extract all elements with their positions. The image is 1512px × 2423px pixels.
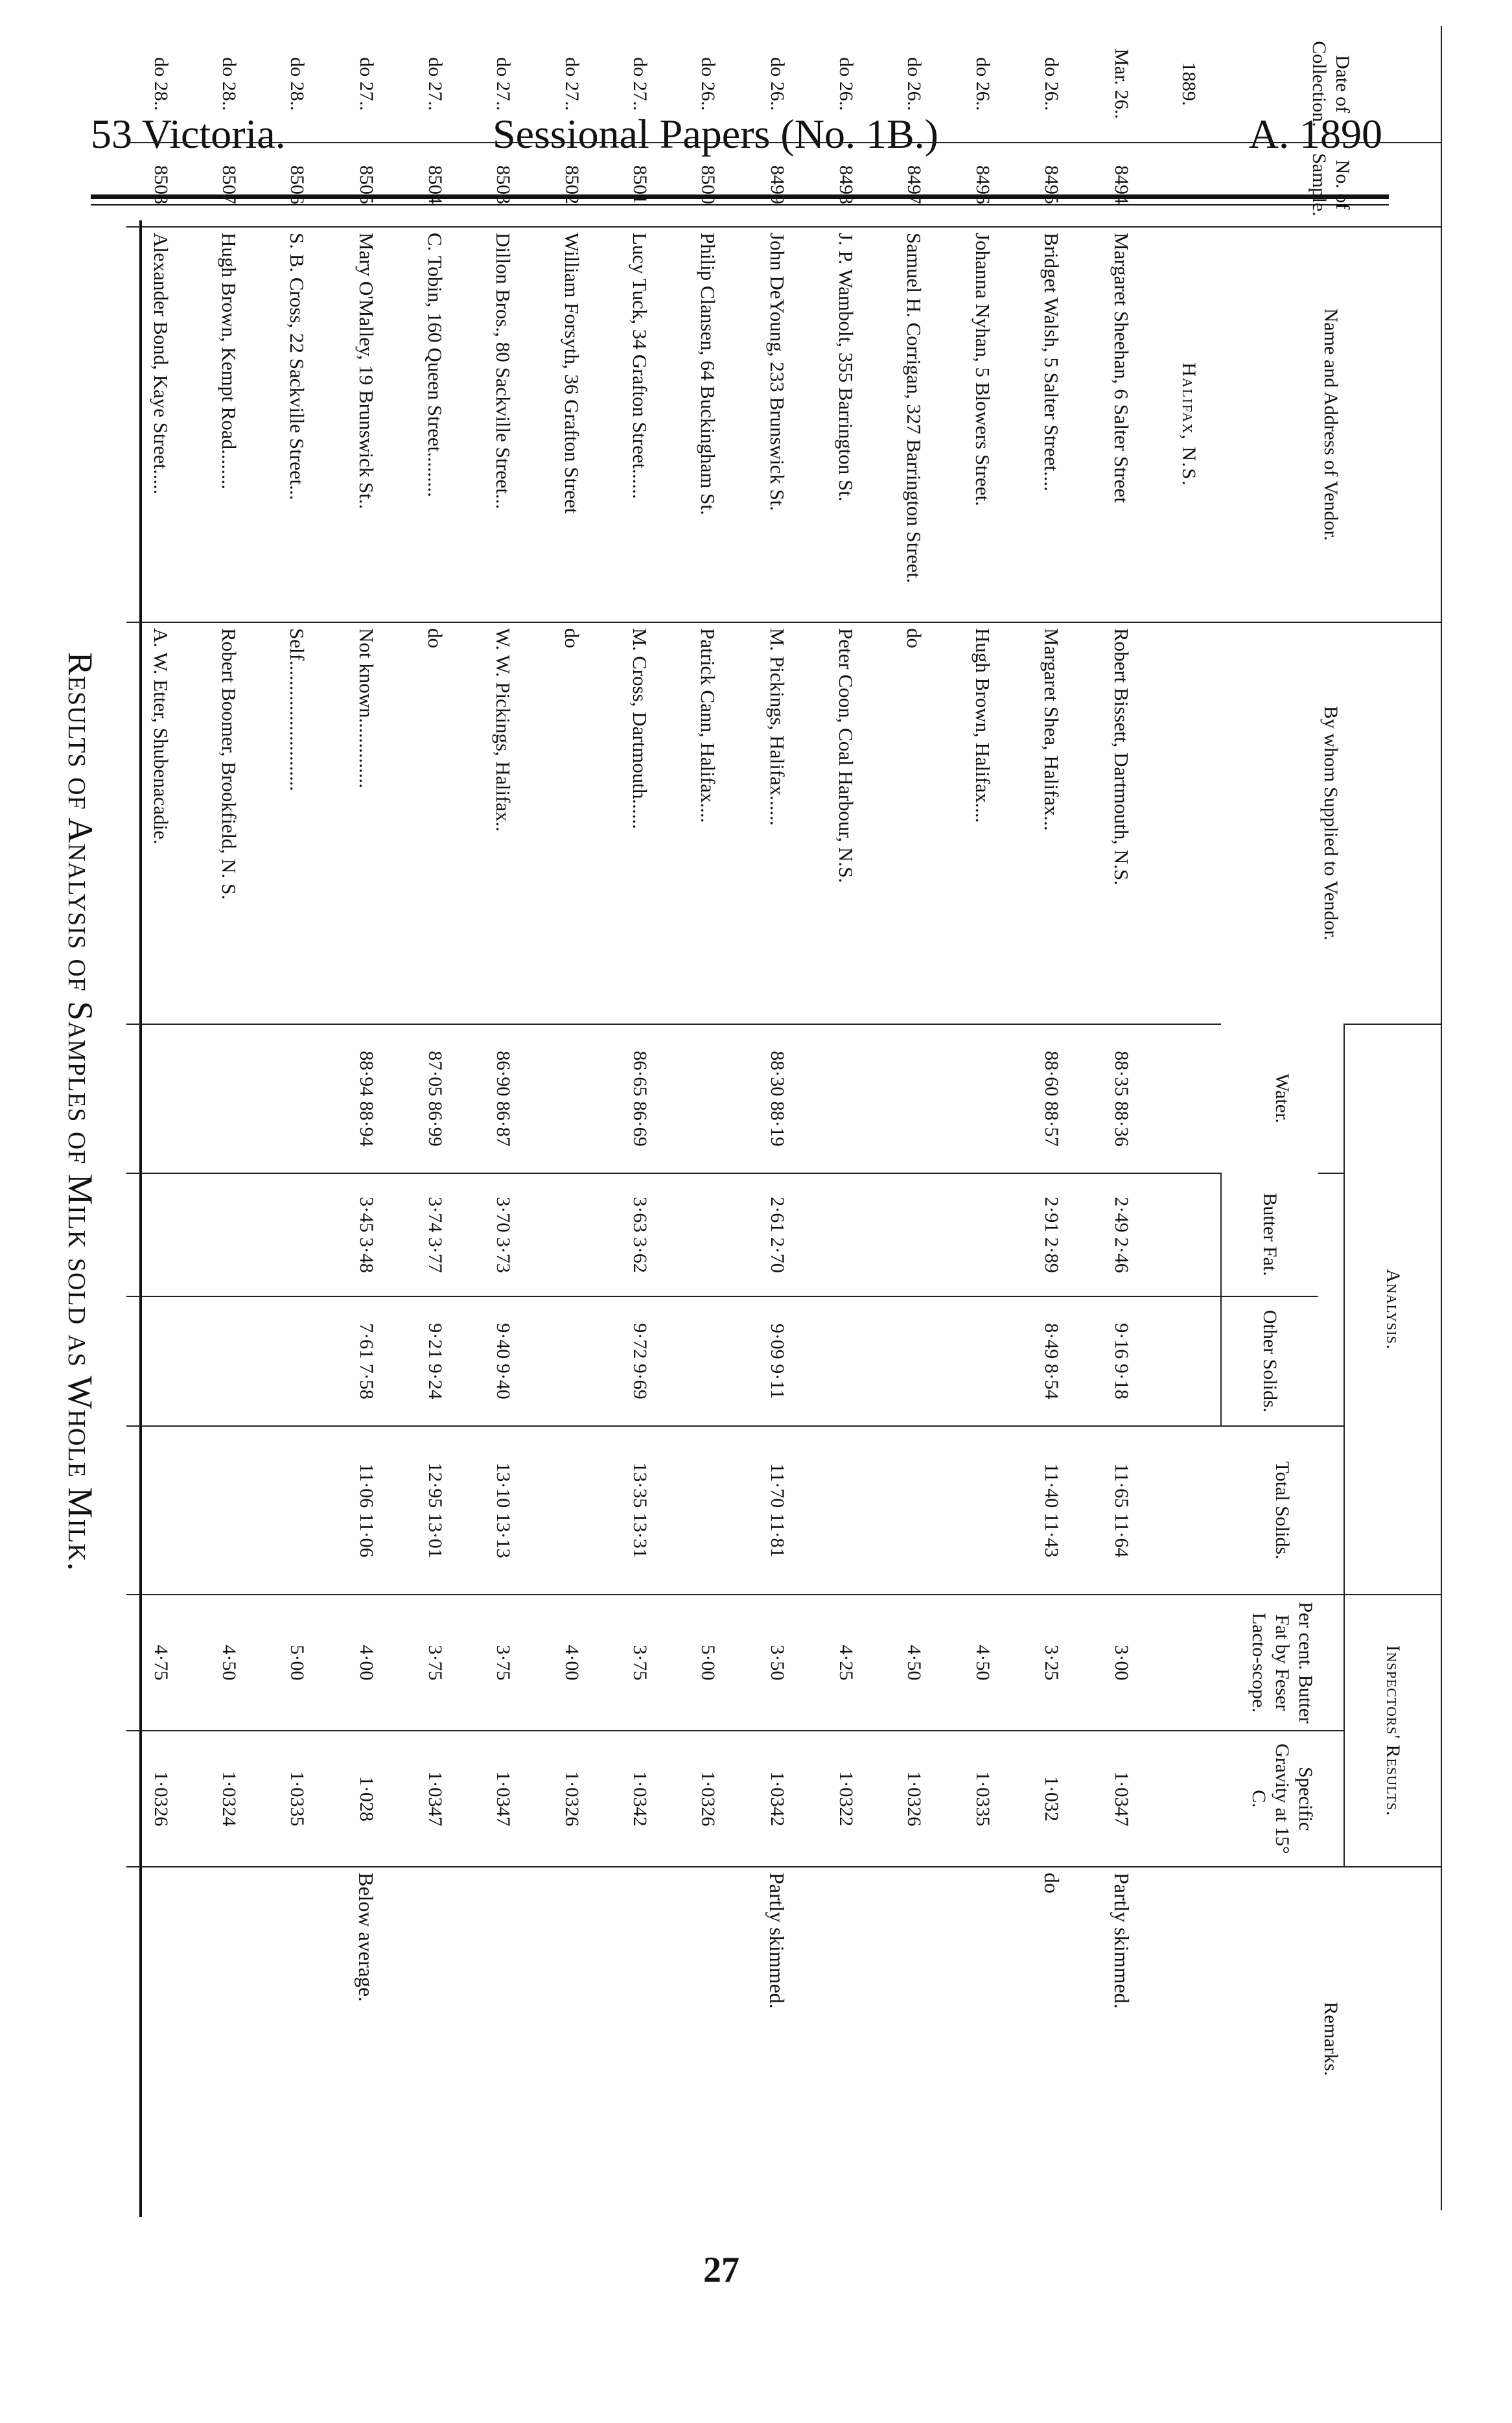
remarks-cell: [674, 1867, 742, 2210]
page-number: 27: [703, 2250, 739, 2290]
butter-fat-cell: 3·63 3·62: [605, 1173, 673, 1296]
water-cell: [126, 1024, 194, 1173]
butter-fat-cell: [880, 1173, 948, 1296]
other-solids-cell: [194, 1296, 262, 1426]
vendor-cell: Lucy Tuck, 34 Grafton Street......: [605, 227, 673, 622]
butter-fat-cell: 2·49 2·46: [1086, 1173, 1156, 1296]
total-solids-cell: [194, 1426, 262, 1595]
col-analysis: Analysis.: [1344, 1024, 1441, 1595]
per-cent-fat-cell: 4·75: [126, 1595, 194, 1731]
city-heading: Halifax, N.S.: [1156, 227, 1221, 622]
vendor-cell: Hugh Brown, Kempt Road........: [194, 227, 262, 622]
sample-no-cell: 8501: [605, 143, 673, 227]
vendor-cell: Mary O'Malley, 19 Brunswick St..: [331, 227, 401, 622]
water-cell: [194, 1024, 262, 1173]
per-cent-fat-cell: 4·50: [194, 1595, 262, 1731]
total-solids-cell: [880, 1426, 948, 1595]
vendor-cell: Alexander Bond, Kaye Street.....: [126, 227, 194, 622]
other-solids-cell: [126, 1296, 194, 1426]
sample-no-cell: 8494: [1086, 143, 1156, 227]
remarks-cell: [605, 1867, 673, 2210]
total-solids-cell: 11·06 11·06: [331, 1426, 401, 1595]
other-solids-cell: [537, 1296, 605, 1426]
sample-no-cell: 8507: [194, 143, 262, 227]
total-solids-cell: [126, 1426, 194, 1595]
gravity-cell: 1·0326: [126, 1731, 194, 1867]
sample-no-cell: 8496: [948, 143, 1016, 227]
per-cent-fat-cell: 4·00: [537, 1595, 605, 1731]
water-cell: [674, 1024, 742, 1173]
supplier-cell: M. Pickings, Halifax......: [742, 622, 812, 1024]
remarks-cell: [812, 1867, 880, 2210]
gravity-cell: 1·0335: [263, 1731, 331, 1867]
other-solids-cell: 9·09 9·11: [742, 1296, 812, 1426]
per-cent-fat-cell: 3·75: [469, 1595, 537, 1731]
butter-fat-cell: 3·45 3·48: [331, 1173, 401, 1296]
gravity-cell: 1·028: [331, 1731, 401, 1867]
col-inspectors: Inspectors' Results.: [1344, 1595, 1441, 1867]
per-cent-fat-cell: 4·50: [880, 1595, 948, 1731]
gravity-cell: 1·0342: [742, 1731, 812, 1867]
other-solids-cell: 9·72 9·69: [605, 1296, 673, 1426]
other-solids-cell: [948, 1296, 1016, 1426]
total-solids-cell: 11·70 11·81: [742, 1426, 812, 1595]
milk-analysis-table: [126, 26, 1442, 2210]
table-row: [605, 26, 673, 2210]
vendor-cell: Philip Clansen, 64 Buckingham St.: [674, 227, 742, 622]
gravity-cell: 1·0347: [1086, 1731, 1156, 1867]
per-cent-fat-cell: 4·50: [948, 1595, 1016, 1731]
per-cent-fat-cell: 3·50: [742, 1595, 812, 1731]
table-row: [194, 26, 262, 2210]
per-cent-fat-cell: 3·25: [1016, 1595, 1086, 1731]
date-cell: do 26..: [971, 57, 994, 111]
sample-no-cell: 8499: [742, 143, 812, 227]
vendor-cell: Johanna Nyhan, 5 Blowers Street.: [948, 227, 1016, 622]
supplier-cell: Margaret Shea, Halifax...: [1016, 622, 1086, 1024]
sample-no-cell: 8498: [812, 143, 880, 227]
date-cell: do 28..: [150, 57, 172, 111]
date-cell: Mar. 26..: [1111, 49, 1133, 119]
per-cent-fat-cell: 3·75: [401, 1595, 469, 1731]
remarks-cell: Partly skimmed.: [1086, 1867, 1156, 2210]
table-row: [674, 26, 742, 2210]
gravity-cell: 1·0326: [537, 1731, 605, 1867]
gravity-cell: 1·0335: [948, 1731, 1016, 1867]
supplier-cell: do: [537, 622, 605, 1024]
sample-no-cell: 8500: [674, 143, 742, 227]
butter-fat-cell: [674, 1173, 742, 1296]
butter-fat-cell: [194, 1173, 262, 1296]
butter-fat-cell: 3·70 3·73: [469, 1173, 537, 1296]
table-row: [401, 26, 469, 2210]
table-row: [948, 26, 1016, 2210]
col-total-solids: Total Solids.: [1221, 1426, 1344, 1595]
water-cell: [812, 1024, 880, 1173]
other-solids-cell: 7·61 7·58: [331, 1296, 401, 1426]
vendor-cell: John DeYoung, 233 Brunswick St.: [742, 227, 812, 622]
supplier-cell: A. W. Etter, Shubenacadie.: [126, 622, 194, 1024]
date-cell: do 26..: [1041, 57, 1063, 111]
gravity-cell: 1·0322: [812, 1731, 880, 1867]
per-cent-fat-cell: 3·00: [1086, 1595, 1156, 1731]
total-solids-cell: [263, 1426, 331, 1595]
total-solids-cell: 11·40 11·43: [1016, 1426, 1086, 1595]
supplier-cell: Robert Bissett, Dartmouth, N.S.: [1086, 622, 1156, 1024]
gravity-cell: 1·0342: [605, 1731, 673, 1867]
water-cell: 88·35 88·36: [1086, 1024, 1156, 1173]
other-solids-cell: [674, 1296, 742, 1426]
water-cell: 86·90 86·87: [469, 1024, 537, 1173]
date-cell: do 28..: [218, 57, 240, 111]
water-cell: 87·05 86·99: [401, 1024, 469, 1173]
remarks-cell: [880, 1867, 948, 2210]
gravity-cell: 1·0324: [194, 1731, 262, 1867]
table-row: [537, 26, 605, 2210]
butter-fat-cell: 2·91 2·89: [1016, 1173, 1086, 1296]
supplier-cell: W. W. Pickings, Halifax..: [469, 622, 537, 1024]
butter-fat-cell: 3·74 3·77: [401, 1173, 469, 1296]
col-gravity: Specific Gravity at 15° C.: [1221, 1731, 1344, 1867]
water-cell: [537, 1024, 605, 1173]
date-cell: do 26..: [697, 57, 719, 111]
supplier-cell: Peter Coon, Coal Harbour, N.S.: [812, 622, 880, 1024]
total-solids-cell: 11·65 11·64: [1086, 1426, 1156, 1595]
water-cell: [263, 1024, 331, 1173]
other-solids-cell: [812, 1296, 880, 1426]
other-solids-cell: 9·21 9·24: [401, 1296, 469, 1426]
vendor-cell: Margaret Sheehan, 6 Salter Street: [1086, 227, 1156, 622]
col-butter-fat: Butter Fat.: [1221, 1173, 1318, 1296]
gravity-cell: 1·0326: [880, 1731, 948, 1867]
supplier-cell: do: [880, 622, 948, 1024]
sample-no-cell: 8497: [880, 143, 948, 227]
remarks-cell: Partly skimmed.: [742, 1867, 812, 2210]
remarks-cell: [537, 1867, 605, 2210]
butter-fat-cell: [537, 1173, 605, 1296]
table-row: [742, 26, 812, 2210]
table-row: [812, 26, 880, 2210]
year-city-row: [1156, 26, 1221, 2210]
sample-no-cell: 8504: [401, 143, 469, 227]
gravity-cell: 1·0347: [401, 1731, 469, 1867]
date-cell: do 27..: [493, 57, 515, 111]
table-row: [263, 26, 331, 2210]
date-cell: do 26..: [903, 57, 925, 111]
water-cell: [948, 1024, 1016, 1173]
col-no: No. of Sample.: [1221, 143, 1441, 227]
table-row: [1016, 26, 1086, 2210]
remarks-cell: [194, 1867, 262, 2210]
total-solids-cell: 12·95 13·01: [401, 1426, 469, 1595]
supplier-cell: do: [401, 622, 469, 1024]
remarks-cell: do: [1016, 1867, 1086, 2210]
date-cell: do 26..: [835, 57, 857, 111]
remarks-cell: [401, 1867, 469, 2210]
gravity-cell: 1·0326: [674, 1731, 742, 1867]
supplier-cell: M. Cross, Dartmouth......: [605, 622, 673, 1024]
remarks-cell: [263, 1867, 331, 2210]
sample-no-cell: 8503: [469, 143, 537, 227]
gravity-cell: 1·032: [1016, 1731, 1086, 1867]
per-cent-fat-cell: 3·75: [605, 1595, 673, 1731]
supplier-cell: Robert Boomer, Brookfield, N. S.: [194, 622, 262, 1024]
other-solids-cell: [880, 1296, 948, 1426]
vendor-cell: J. P. Wambolt, 355 Barrington St.: [812, 227, 880, 622]
date-cell: do 26..: [766, 57, 788, 111]
col-other-solids: Other Solids.: [1221, 1296, 1318, 1426]
table-row: [469, 26, 537, 2210]
vendor-cell: C. Tobin, 160 Queen Street.........: [401, 227, 469, 622]
water-cell: 86·65 86·69: [605, 1024, 673, 1173]
table-row: [331, 26, 401, 2210]
total-solids-cell: [674, 1426, 742, 1595]
remarks-cell: [126, 1867, 194, 2210]
butter-fat-cell: [812, 1173, 880, 1296]
sample-no-cell: 8495: [1016, 143, 1086, 227]
date-cell: do 27..: [629, 57, 651, 111]
water-cell: [880, 1024, 948, 1173]
total-solids-cell: [812, 1426, 880, 1595]
col-per-cent: Per cent. Butter Fat by Feser Lacto-scope.: [1221, 1595, 1344, 1731]
total-solids-cell: 13·10 13·13: [469, 1426, 537, 1595]
supplier-cell: Self..........................: [263, 622, 331, 1024]
water-cell: 88·94 88·94: [331, 1024, 401, 1173]
vendor-cell: Bridget Walsh, 5 Salter Street....: [1016, 227, 1086, 622]
total-solids-cell: 13·35 13·31: [605, 1426, 673, 1595]
water-cell: 88·30 88·19: [742, 1024, 812, 1173]
remarks-cell: [469, 1867, 537, 2210]
col-supplier: By whom Supplied to Vendor.: [1221, 622, 1441, 1024]
butter-fat-cell: [948, 1173, 1016, 1296]
table-row: [126, 26, 194, 2210]
header-papers: Sessional Papers (No. 1B.): [493, 111, 938, 157]
vendor-cell: William Forsyth, 36 Grafton Street: [537, 227, 605, 622]
col-solids-spacer: [1318, 1173, 1344, 1426]
butter-fat-cell: [126, 1173, 194, 1296]
table-title: Results of Analysis of Samples of Milk sold as Whole Milk.: [61, 651, 100, 1572]
header-session: 53 Victoria.: [91, 111, 286, 157]
col-date: Date of Collection.: [1221, 26, 1441, 143]
other-solids-cell: [263, 1296, 331, 1426]
other-solids-cell: 9·16 9·18: [1086, 1296, 1156, 1426]
date-cell: do 27..: [355, 57, 377, 111]
sample-no-cell: 8502: [537, 143, 605, 227]
supplier-cell: Hugh Brown, Halifax....: [948, 622, 1016, 1024]
vendor-cell: Samuel H. Corrigan, 327 Barrington Street.: [880, 227, 948, 622]
remarks-cell: [948, 1867, 1016, 2210]
header-year: A. 1890: [1248, 111, 1382, 157]
per-cent-fat-cell: 5·00: [263, 1595, 331, 1731]
year-label: 1889.: [1178, 62, 1200, 106]
butter-fat-cell: [263, 1173, 331, 1296]
per-cent-fat-cell: 4·00: [331, 1595, 401, 1731]
col-water: Water.: [1221, 1024, 1344, 1173]
sample-no-cell: 8508: [126, 143, 194, 227]
total-solids-cell: [537, 1426, 605, 1595]
butter-fat-cell: 2·61 2·70: [742, 1173, 812, 1296]
table-row: [1086, 26, 1156, 2210]
date-cell: do 27..: [561, 57, 583, 111]
supplier-cell: Patrick Cann, Halifax....: [674, 622, 742, 1024]
supplier-cell: Not known..............: [331, 622, 401, 1024]
col-remarks: Remarks.: [1221, 1867, 1441, 2210]
total-solids-cell: [948, 1426, 1016, 1595]
other-solids-cell: 9·40 9·40: [469, 1296, 537, 1426]
sample-no-cell: 8506: [263, 143, 331, 227]
col-vendor: Name and Address of Vendor.: [1221, 227, 1441, 622]
gravity-cell: 1·0347: [469, 1731, 537, 1867]
date-cell: do 27..: [425, 57, 447, 111]
other-solids-cell: 8·49 8·54: [1016, 1296, 1086, 1426]
remarks-cell: Below average.: [331, 1867, 401, 2210]
sample-no-cell: 8505: [331, 143, 401, 227]
date-cell: do 28..: [286, 57, 308, 111]
per-cent-fat-cell: 5·00: [674, 1595, 742, 1731]
vendor-cell: S. B. Cross, 22 Sackville Street...: [263, 227, 331, 622]
vendor-cell: Dillon Bros., 80 Sackville Street...: [469, 227, 537, 622]
table-row: [880, 26, 948, 2210]
per-cent-fat-cell: 4·25: [812, 1595, 880, 1731]
water-cell: 88·60 88·57: [1016, 1024, 1086, 1173]
